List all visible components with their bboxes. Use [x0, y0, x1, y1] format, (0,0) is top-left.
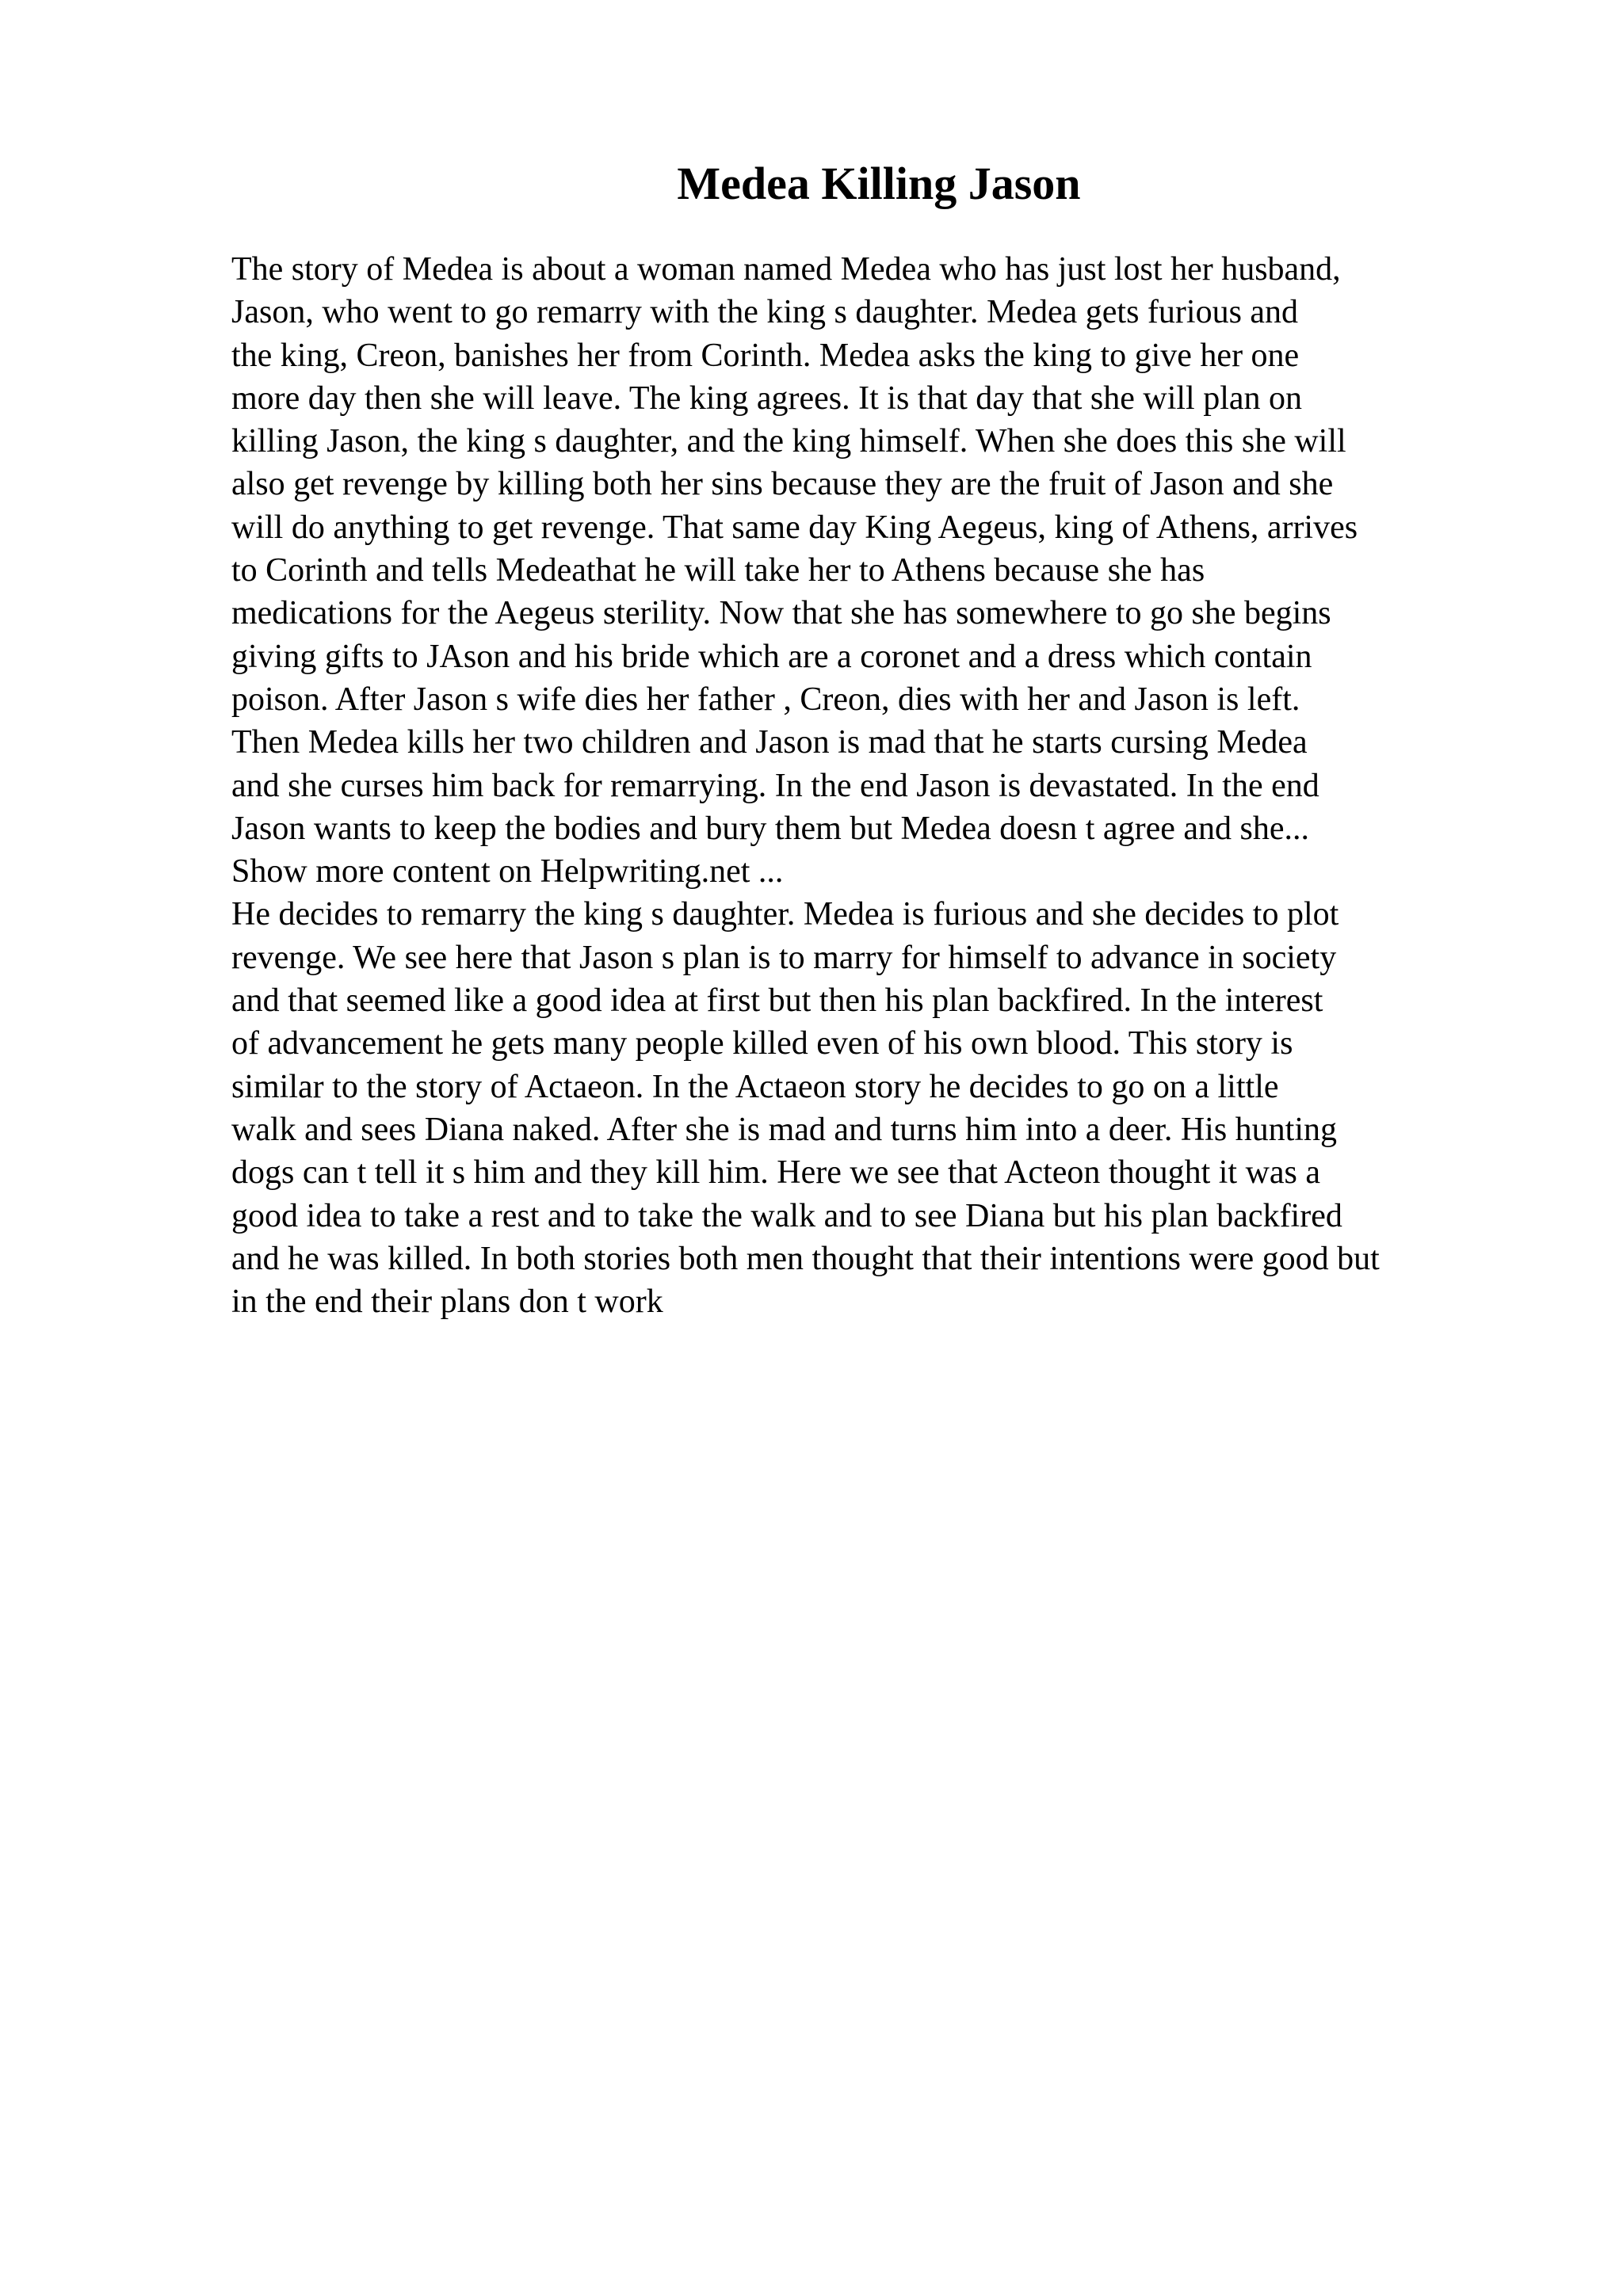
body-line: similar to the story of Actaeon. In the Actaeon story he decides to go on a little	[231, 1068, 1279, 1105]
body-line: good idea to take a rest and to take the walk and to see Diana but his plan backfired	[231, 1197, 1342, 1234]
body-line: revenge. We see here that Jason s plan is to marry for himself to advance in society	[231, 939, 1337, 976]
body-line: Then Medea kills her two children and Jason is mad that he starts cursing Medea	[231, 724, 1308, 761]
body-line: more day then she will leave. The king agrees. It is that day that she will plan on	[231, 379, 1303, 417]
body-line: dogs can t tell it s him and they kill him. Here we see that Acteon thought it was a	[231, 1154, 1321, 1192]
document-title: Medea Killing Jason	[677, 158, 1081, 209]
body-line: Jason, who went to go remarry with the king s daughter. Medea gets furious and	[231, 294, 1299, 331]
body-line: in the end their plans don t work	[231, 1283, 663, 1321]
show-more-link[interactable]: Show more content on Helpwriting.net ...	[231, 853, 784, 891]
body-line: and that seemed like a good idea at first but then his plan backfired. In the interest	[231, 982, 1323, 1020]
body-line: Jason wants to keep the bodies and bury them but Medea doesn t agree and she...	[231, 810, 1309, 847]
body-line: and she curses him back for remarrying. In the end Jason is devastated. In the end	[231, 767, 1319, 804]
document-body	[231, 248, 1531, 1323]
body-line: poison. After Jason s wife dies her father , Creon, dies with her and Jason is left.	[231, 681, 1300, 718]
body-line: will do anything to get revenge. That same day King Aegeus, king of Athens, arrives	[231, 509, 1358, 546]
body-line: also get revenge by killing both her sins because they are the fruit of Jason and she	[231, 466, 1334, 503]
body-line: the king, Creon, banishes her from Corinth. Medea asks the king to give her one	[231, 337, 1300, 374]
body-line: giving gifts to JAson and his bride which are a coronet and a dress which contain	[231, 638, 1312, 675]
body-line: The story of Medea is about a woman named Medea who has just lost her husband,	[231, 251, 1341, 288]
body-line: walk and sees Diana naked. After she is mad and turns him into a deer. His hunting	[231, 1111, 1338, 1148]
body-line: and he was killed. In both stories both men thought that their intentions were good but	[231, 1240, 1380, 1277]
body-line: He decides to remarry the king s daughter. Medea is furious and she decides to plot	[231, 896, 1339, 933]
body-line: medications for the Aegeus sterility. Now that she has somewhere to go she begins	[231, 595, 1331, 632]
body-line: of advancement he gets many people killed even of his own blood. This story is	[231, 1025, 1293, 1062]
body-line: killing Jason, the king s daughter, and the king himself. When she does this she will	[231, 423, 1346, 460]
body-line: to Corinth and tells Medeathat he will take her to Athens because she has	[231, 552, 1205, 589]
